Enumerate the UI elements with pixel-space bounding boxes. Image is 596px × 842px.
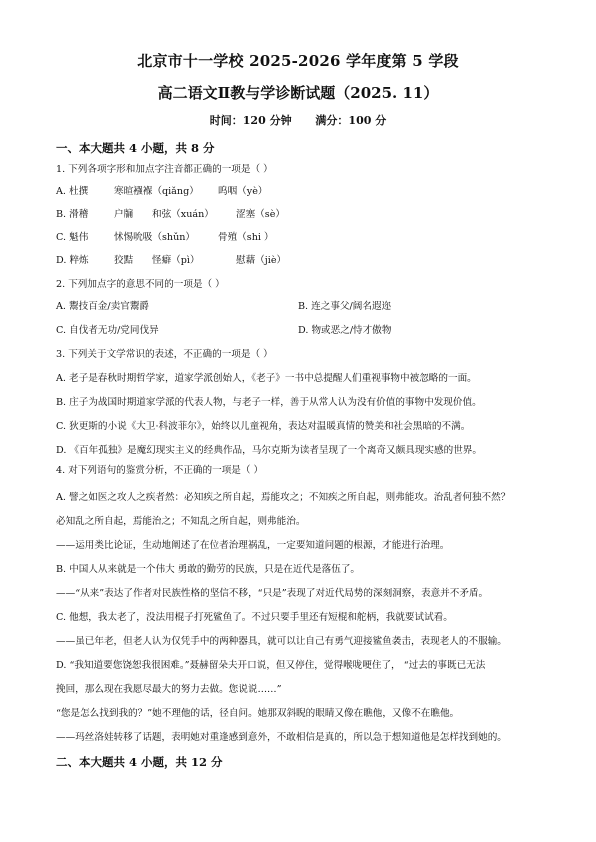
q1-d-3: 怪癖（pì）: [152, 255, 200, 266]
exam-meta: [0, 112, 596, 128]
q1-b-3: 和弦（xuán）: [152, 209, 214, 220]
q1-b-2: 户牖: [114, 209, 134, 220]
q4-option-d-analysis: ——玛丝洛娃转移了话题，表明她对重逢感到意外，不敢相信是真的，所以急于想知道他是怎样找到她的。: [56, 732, 507, 743]
q4-option-a-analysis: ——运用类比论证，生动地阐述了在位者治理祸乱，一定要知道问题的根源，才能进行治理。: [56, 540, 450, 551]
exam-title-line2: 高二语文Ⅱ教与学诊断试题（2025. 11）: [157, 84, 439, 102]
q3-option-b: B. 庄子为战国时期道家学派的代表人物，与老子一样，善于从常人认为没有价值的事物中发现价值。: [56, 397, 482, 408]
q1-a-3: 呜咽（yè）: [218, 186, 268, 197]
q1-stem: 1. 下列各项字形和加点字注音都正确的一项是（ ）: [56, 164, 273, 175]
q1-c-2: 怵惕吮吸（shǔn）: [114, 232, 196, 243]
q4-stem: 4. 对下列语句的鉴赏分析，不正确的一项是（ ）: [56, 465, 264, 476]
q2-options-cd: [56, 322, 556, 336]
q3-option-c: C. 狄更斯的小说《大卫·科波菲尔》，始终以儿童视角，表达对温暖真情的赞美和社会黑暗的不满。: [56, 421, 471, 432]
q2-option-c: C. 自伐者无功/党同伐异: [56, 325, 159, 336]
section1-heading: 一、本大题共 4 小题，共 8 分: [56, 141, 215, 155]
q3-option-a: A. 老子是春秋时期哲学家，道家学派创始人，《老子》一书中总提醒人们重视事物中被忽略的一面。: [56, 373, 477, 384]
q1-a-1: A. 杜撰: [56, 186, 89, 197]
q1-a-2: 寒暄襁褓（qiǎng）: [114, 186, 199, 197]
q4-option-a-line2: 必知乱之所自起，焉能治之；不知乱之所自起，则弗能治。: [56, 516, 306, 527]
q2-stem: 2. 下列加点字的意思不同的一项是（ ）: [56, 279, 225, 290]
exam-score: 满分：100 分: [315, 114, 387, 127]
q1-option-c: [56, 229, 556, 243]
q4-option-d-line1: D. “我知道要您饶恕我很困难。”聂赫留朵夫开口说，但又停住，觉得喉咙哽住了， “过去的事既已无法: [56, 660, 486, 671]
q4-option-d-line2: 挽回，那么现在我愿尽最大的努力去做。您说说……”: [56, 684, 282, 695]
q1-b-4: 涩塞（sè）: [236, 209, 285, 220]
exam-time: 时间：120 分钟: [209, 114, 292, 127]
q2-option-b: B. 连之事父/阔名遐迩: [298, 301, 392, 312]
section2-heading: 二、本大题共 4 小题，共 12 分: [56, 755, 223, 769]
q4-option-a-line1: A. 譬之如医之攻人之疾者然：必知疾之所自起，焉能攻之；不知疾之所自起，则弗能攻。治乱者何独不然？: [56, 492, 511, 503]
q1-option-d: [56, 252, 556, 266]
q1-d-1: D. 粹炼: [56, 255, 89, 266]
q1-d-2: 狡黠: [114, 255, 134, 266]
q2-option-d: D. 物或恶之/恃才傲物: [298, 325, 392, 336]
q4-option-d-line3: “您是怎么找到我的？”她不理他的话，径自问。她那双斜睨的眼睛又像在瞧他，又像不在瞧他。: [56, 708, 460, 719]
q3-stem: 3. 下列关于文学常识的表述，不正确的一项是（ ）: [56, 349, 273, 360]
exam-title-line1: 北京市十一学校 2025-2026 学年度第 5 学段: [137, 52, 459, 70]
q4-option-c-analysis: ——虽已年老，但老人认为仅凭手中的两种器具，就可以让自己有勇气迎接鲨鱼袭击，表现老人的不服输。: [56, 636, 507, 647]
q2-options-ab: [56, 298, 556, 312]
q4-option-b-line1: B. 中国人从来就是一个伟大 勇敢的勤劳的民族，只是在近代是落伍了。: [56, 564, 361, 575]
q1-option-a: [56, 183, 556, 197]
q1-d-4: 慰藉（jiè）: [236, 255, 287, 266]
q1-c-1: C. 魁伟: [56, 232, 89, 243]
q1-b-1: B. 滑稽: [56, 209, 89, 220]
q4-option-c-line1: C. 他想，我太老了，没法用棍子打死鲨鱼了。不过只要手里还有短棍和舵柄，我就要试试看。: [56, 612, 453, 623]
q1-c-3: 骨殖（shi ）: [218, 232, 274, 243]
q4-option-b-analysis: ——“从来”表达了作者对民族性格的坚信不移，“只是”表现了对近代局势的深刻洞察，表意并不矛盾。: [56, 588, 489, 599]
q2-option-a: A. 鬻技百金/卖官鬻爵: [56, 301, 150, 312]
q1-option-b: [56, 206, 556, 220]
q3-option-d: D. 《百年孤独》是魔幻现实主义的经典作品，马尔克斯为读者呈现了一个离奇又颇具现实感的世界。: [56, 445, 482, 456]
